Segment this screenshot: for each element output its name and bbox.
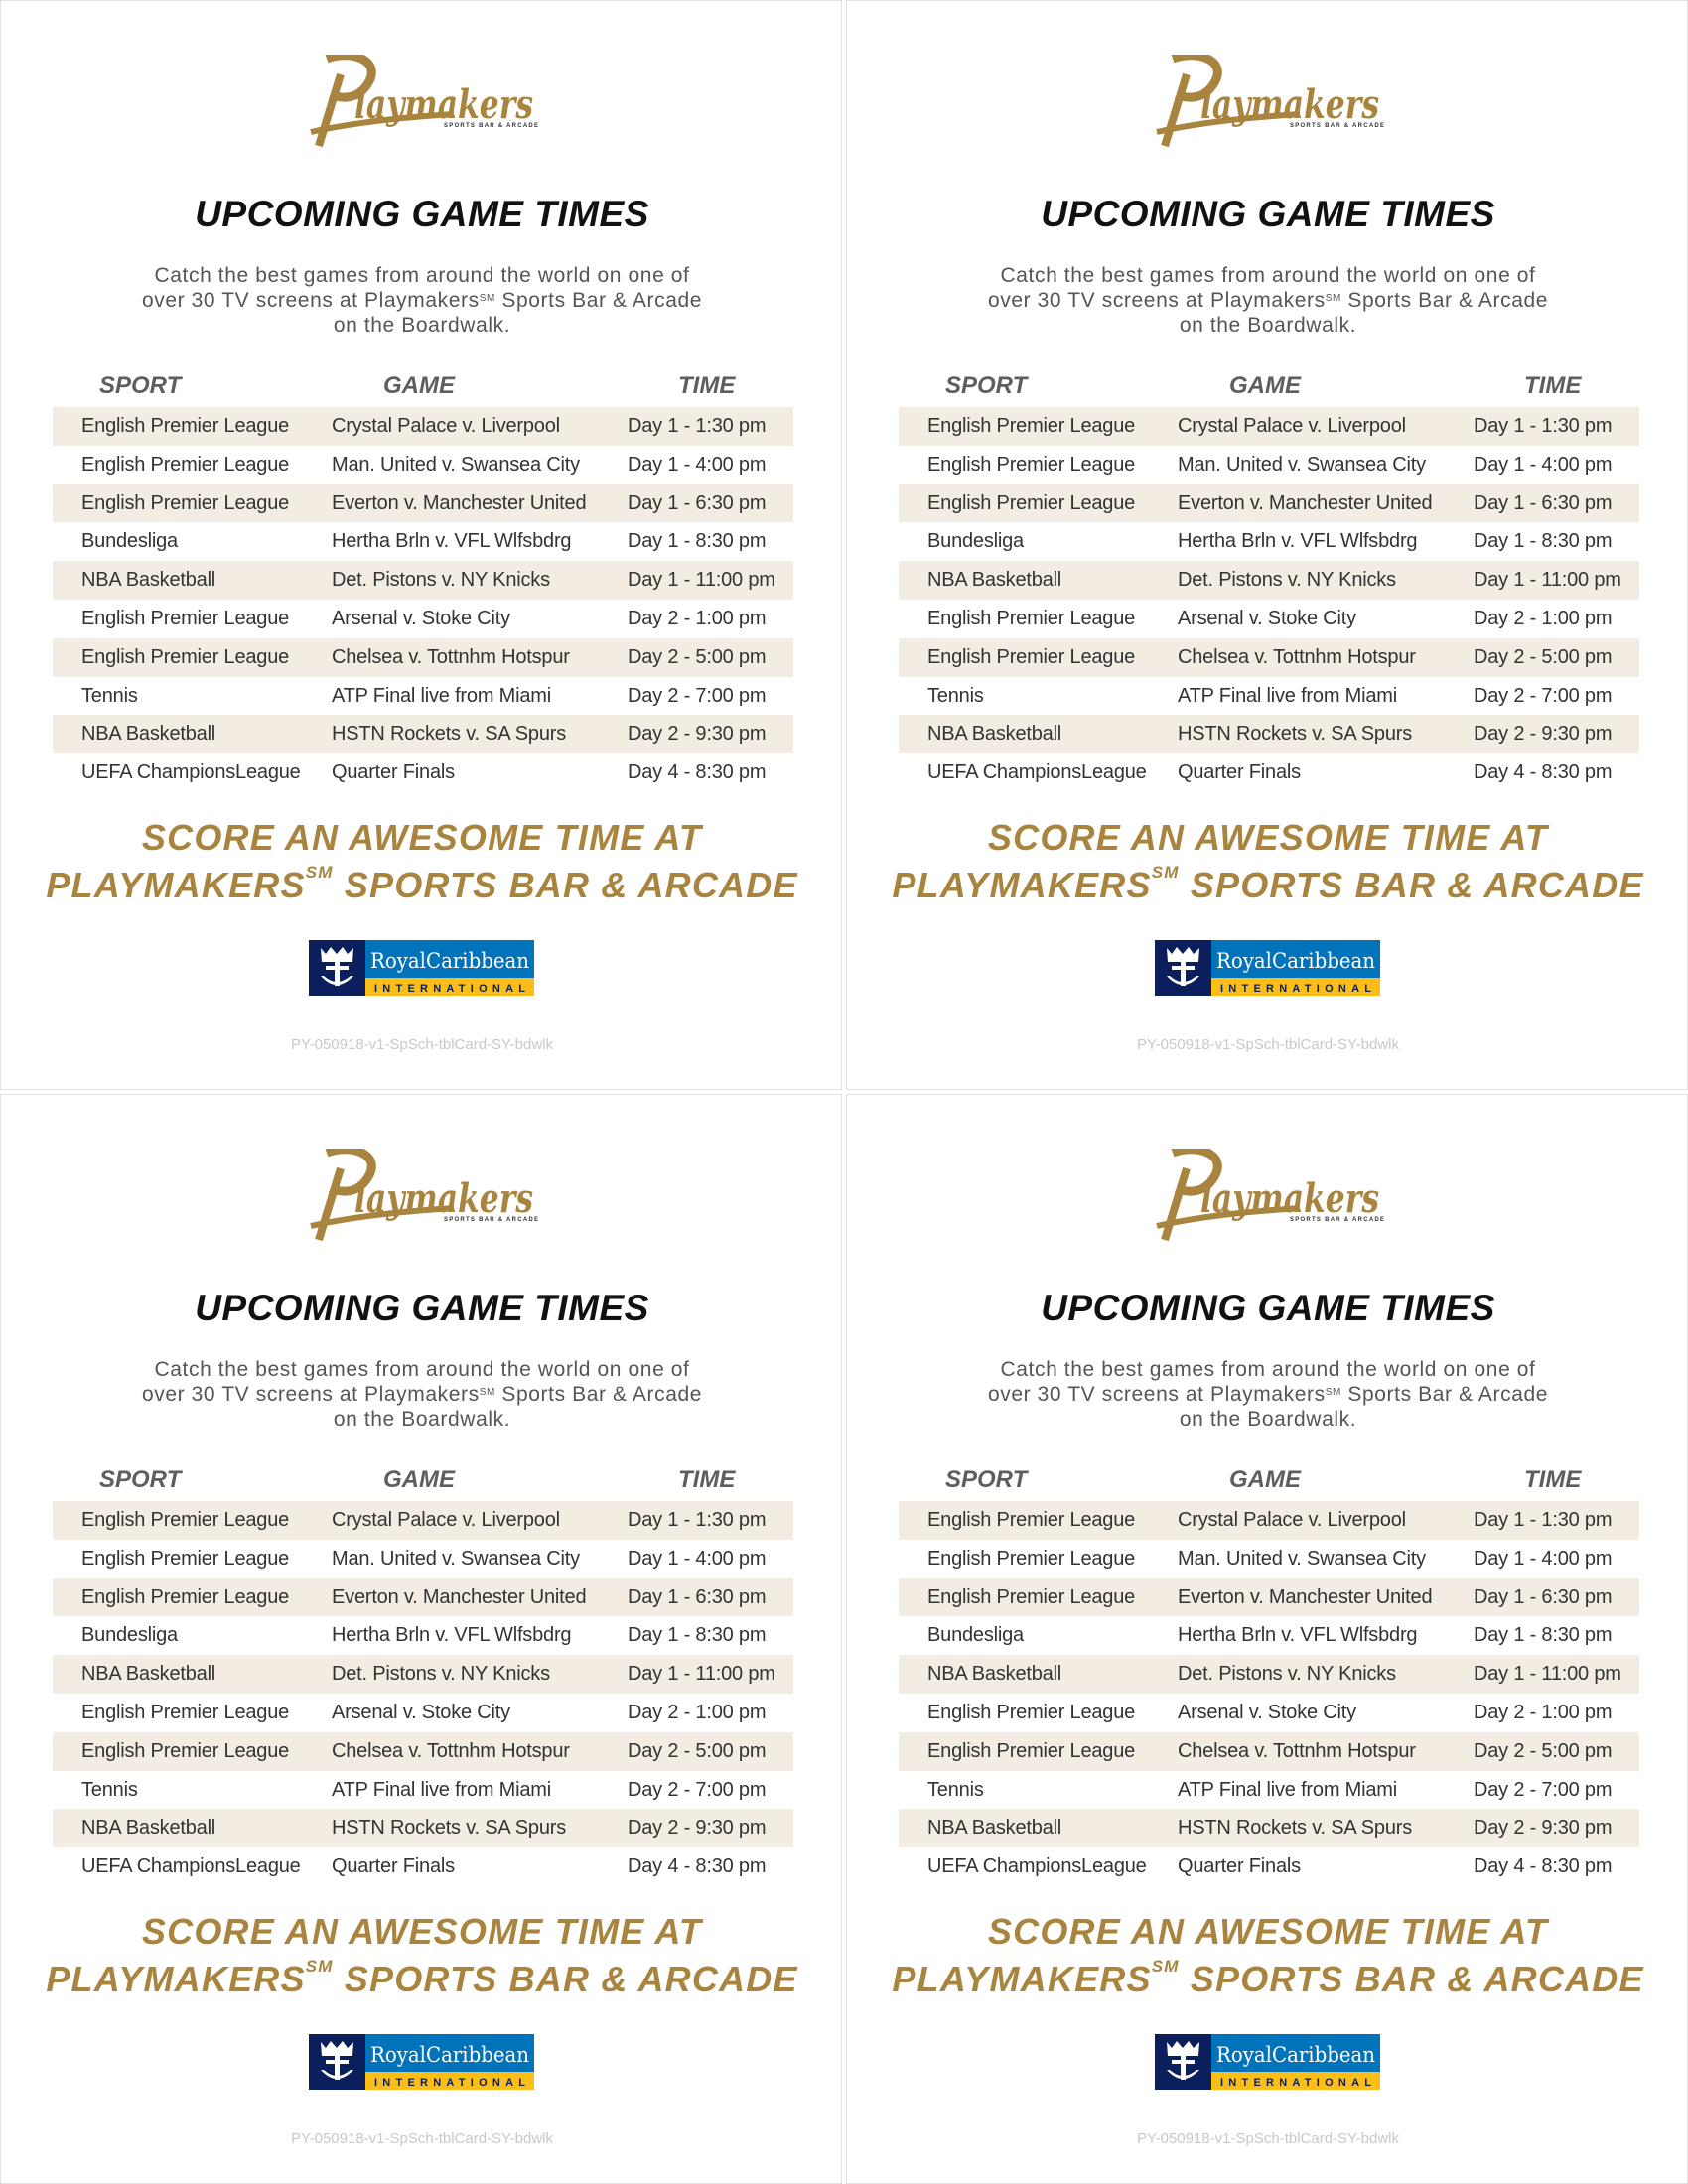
intro-text [1,1357,843,1432]
time-cell: Day 2 - 7:00 pm [628,684,767,707]
schedule-card [846,1094,1688,2184]
time-cell: Day 2 - 1:00 pm [1474,607,1613,629]
table-row [53,1578,793,1617]
sport-cell: English Premier League [81,1739,290,1762]
time-cell: Day 2 - 9:30 pm [628,723,767,746]
schedule-table [53,1501,793,1886]
game-cell: Everton v. Manchester United [332,1585,587,1608]
document-code: PY-050918-v1-SpSch-tblCard-SY-bdwlk [1136,1036,1400,1053]
sport-cell: English Premier League [81,1585,290,1608]
game-cell: ATP Final live from Miami [332,1778,551,1801]
table-row [53,677,793,716]
table-row [53,1501,793,1540]
table-row [899,1501,1639,1540]
table-row [53,600,793,638]
intro-line [1,288,843,313]
sport-cell: English Premier League [81,607,290,629]
document-code: PY-050918-v1-SpSch-tblCard-SY-bdwlk [290,2130,554,2147]
header-game: GAME [383,372,455,399]
rc-name: RoyalCaribbean [370,2043,529,2067]
intro-line: Catch the best games from around the world on one of [154,1358,690,1381]
schedule-card [846,0,1688,1090]
score-line-2 [847,1959,1688,2000]
rc-name: RoyalCaribbean [1216,2043,1375,2067]
time-cell: Day 1 - 8:30 pm [1474,530,1613,553]
game-cell: Quarter Finals [1178,1855,1301,1878]
game-cell: Man. United v. Swansea City [1178,453,1426,476]
royal-caribbean-logo [309,2034,535,2090]
time-cell: Day 1 - 6:30 pm [1474,1585,1613,1608]
intro-text-part: over 30 TV screens at Playmakers [141,289,480,312]
table-row [53,1694,793,1732]
sport-cell: English Premier League [927,491,1136,514]
logo-tagline: SPORTS BAR & ARCADE [1290,1217,1384,1223]
table-row [899,1540,1639,1578]
service-mark: SM [1325,293,1341,304]
game-cell: Chelsea v. Tottnhm Hotspur [332,1739,570,1762]
table-row [53,715,793,753]
time-cell: Day 2 - 9:30 pm [1474,723,1613,746]
game-cell: Arsenal v. Stoke City [1178,1701,1356,1723]
game-cell: Man. United v. Swansea City [332,453,580,476]
intro-text-part: over 30 TV screens at Playmakers [987,1383,1326,1406]
table-row [53,753,793,792]
game-cell: Everton v. Manchester United [1178,1585,1433,1608]
sport-cell: English Premier League [81,645,290,668]
score-line-2 [1,1959,843,2000]
table-row [899,677,1639,716]
service-mark: SM [305,863,334,882]
rc-sub: INTERNATIONAL [1220,2077,1371,2089]
page-title: UPCOMING GAME TIMES [1041,194,1495,234]
score-text-part: PLAYMAKERS [892,1959,1152,1999]
game-cell: Det. Pistons v. NY Knicks [332,569,550,592]
score-line-1: SCORE AN AWESOME TIME AT [141,1911,703,1952]
table-row [899,1578,1639,1617]
score-text-part: PLAYMAKERS [46,1959,306,1999]
sport-cell: NBA Basketball [927,1663,1062,1686]
intro-line: on the Boardwalk. [333,314,511,337]
header-sport: SPORT [945,372,1028,399]
schedule-table [53,407,793,792]
schedule-card [0,1094,842,2184]
page-title: UPCOMING GAME TIMES [1041,1288,1495,1328]
game-cell: Man. United v. Swansea City [1178,1547,1426,1570]
time-cell: Day 1 - 11:00 pm [1474,569,1621,592]
sport-cell: Bundesliga [81,1624,178,1647]
sport-cell: English Premier League [81,1701,290,1723]
document-code: PY-050918-v1-SpSch-tblCard-SY-bdwlk [290,1036,554,1053]
intro-text-part: Sports Bar & Arcade [1340,1383,1549,1406]
table-row [899,600,1639,638]
time-cell: Day 2 - 9:30 pm [1474,1817,1613,1840]
table-row [53,1809,793,1847]
intro-line: Catch the best games from around the world on one of [1000,264,1536,287]
header-time: TIME [678,1466,736,1493]
time-cell: Day 1 - 4:00 pm [628,1547,767,1570]
time-cell: Day 1 - 1:30 pm [1474,1509,1613,1531]
game-cell: Everton v. Manchester United [332,491,587,514]
sport-cell: Tennis [927,684,984,707]
table-row [53,638,793,677]
document-code: PY-050918-v1-SpSch-tblCard-SY-bdwlk [1136,2130,1400,2147]
sport-cell: English Premier League [927,415,1136,437]
game-cell: Arsenal v. Stoke City [332,607,510,629]
intro-line: on the Boardwalk. [1179,314,1357,337]
table-row [899,1616,1639,1655]
sport-cell: Bundesliga [927,530,1024,553]
game-cell: Det. Pistons v. NY Knicks [1178,569,1396,592]
sport-cell: English Premier League [81,453,290,476]
sport-cell: NBA Basketball [81,1817,216,1840]
time-cell: Day 1 - 11:00 pm [1474,1663,1621,1686]
time-cell: Day 1 - 1:30 pm [628,1509,767,1531]
svg-text:laymakers: laymakers [354,1175,533,1222]
table-row [53,484,793,523]
game-cell: ATP Final live from Miami [332,684,551,707]
time-cell: Day 1 - 11:00 pm [628,569,775,592]
rc-sub: INTERNATIONAL [374,2077,525,2089]
intro-line: Catch the best games from around the world on one of [154,264,690,287]
schedule-card [0,0,842,1090]
time-cell: Day 4 - 8:30 pm [628,1855,767,1878]
svg-text:laymakers: laymakers [1200,1175,1379,1222]
sport-cell: Tennis [81,684,138,707]
time-cell: Day 1 - 1:30 pm [1474,415,1613,437]
time-cell: Day 1 - 1:30 pm [628,415,767,437]
header-sport: SPORT [99,1466,182,1493]
game-cell: HSTN Rockets v. SA Spurs [332,723,567,746]
rc-sub: INTERNATIONAL [374,983,525,995]
sport-cell: English Premier League [927,607,1136,629]
sport-cell: Bundesliga [927,1624,1024,1647]
table-row [899,522,1639,561]
time-cell: Day 2 - 1:00 pm [628,1701,767,1723]
header-game: GAME [383,1466,455,1493]
game-cell: HSTN Rockets v. SA Spurs [1178,1817,1413,1840]
table-row [899,484,1639,523]
game-cell: Hertha Brln v. VFL Wlfsbdrg [1178,530,1418,553]
playmakers-logo [1151,55,1385,150]
playmakers-logo [305,1149,539,1244]
intro-line [1,1382,843,1407]
playmakers-logo [1151,1149,1385,1244]
table-row [53,1616,793,1655]
time-cell: Day 2 - 7:00 pm [628,1778,767,1801]
sport-cell: NBA Basketball [927,569,1062,592]
sport-cell: English Premier League [81,1509,290,1531]
header-game: GAME [1229,372,1301,399]
sport-cell: English Premier League [927,1701,1136,1723]
time-cell: Day 1 - 8:30 pm [628,1624,767,1647]
table-row [899,753,1639,792]
time-cell: Day 2 - 5:00 pm [1474,645,1613,668]
royal-caribbean-logo [1155,2034,1381,2090]
time-cell: Day 1 - 4:00 pm [1474,1547,1613,1570]
table-row [53,407,793,446]
game-cell: Hertha Brln v. VFL Wlfsbdrg [1178,1624,1418,1647]
table-row [899,1694,1639,1732]
intro-text [847,263,1688,338]
sport-cell: English Premier League [927,453,1136,476]
game-cell: Chelsea v. Tottnhm Hotspur [332,645,570,668]
sport-cell: English Premier League [927,1509,1136,1531]
time-cell: Day 2 - 5:00 pm [628,1739,767,1762]
time-cell: Day 2 - 9:30 pm [628,1817,767,1840]
score-line-2 [1,865,843,906]
schedule-table [899,407,1639,792]
game-cell: ATP Final live from Miami [1178,1778,1397,1801]
time-cell: Day 1 - 11:00 pm [628,1663,775,1686]
time-cell: Day 2 - 7:00 pm [1474,684,1613,707]
score-line-1: SCORE AN AWESOME TIME AT [987,817,1549,858]
table-row [53,1732,793,1771]
game-cell: Quarter Finals [332,1855,455,1878]
page-title: UPCOMING GAME TIMES [195,194,649,234]
time-cell: Day 1 - 4:00 pm [1474,453,1613,476]
score-line-2 [847,865,1688,906]
page-title: UPCOMING GAME TIMES [195,1288,649,1328]
game-cell: Crystal Palace v. Liverpool [1178,1509,1406,1531]
header-game: GAME [1229,1466,1301,1493]
sport-cell: Tennis [81,1778,138,1801]
score-line-1: SCORE AN AWESOME TIME AT [141,817,703,858]
game-cell: Crystal Palace v. Liverpool [332,415,560,437]
time-cell: Day 2 - 5:00 pm [628,645,767,668]
game-cell: Crystal Palace v. Liverpool [332,1509,560,1531]
intro-text-part: over 30 TV screens at Playmakers [141,1383,480,1406]
game-cell: Hertha Brln v. VFL Wlfsbdrg [332,1624,572,1647]
time-cell: Day 4 - 8:30 pm [1474,1855,1613,1878]
header-time: TIME [1524,1466,1582,1493]
table-row [53,1655,793,1694]
table-row [899,1655,1639,1694]
table-row [53,446,793,484]
game-cell: Quarter Finals [332,761,455,784]
game-cell: ATP Final live from Miami [1178,684,1397,707]
score-line-1: SCORE AN AWESOME TIME AT [987,1911,1549,1952]
service-mark: SM [479,1387,495,1398]
table-row [899,1771,1639,1810]
sport-cell: NBA Basketball [81,1663,216,1686]
game-cell: Hertha Brln v. VFL Wlfsbdrg [332,530,572,553]
sport-cell: English Premier League [81,1547,290,1570]
sport-cell: NBA Basketball [81,723,216,746]
intro-text-part: Sports Bar & Arcade [1340,289,1549,312]
logo-tagline: SPORTS BAR & ARCADE [444,123,538,129]
sport-cell: NBA Basketball [927,1817,1062,1840]
sport-cell: English Premier League [927,1739,1136,1762]
intro-line: on the Boardwalk. [1179,1408,1357,1431]
time-cell: Day 2 - 1:00 pm [628,607,767,629]
time-cell: Day 4 - 8:30 pm [628,761,767,784]
header-sport: SPORT [99,372,182,399]
table-row [53,561,793,600]
score-text-part: PLAYMAKERS [892,865,1152,905]
game-cell: Arsenal v. Stoke City [1178,607,1356,629]
game-cell: Man. United v. Swansea City [332,1547,580,1570]
sport-cell: UEFA ChampionsLeague [81,761,301,784]
score-text-part: PLAYMAKERS [46,865,306,905]
score-text-part: SPORTS BAR & ARCADE [333,1959,798,1999]
time-cell: Day 1 - 6:30 pm [1474,491,1613,514]
time-cell: Day 1 - 8:30 pm [1474,1624,1613,1647]
game-cell: Det. Pistons v. NY Knicks [1178,1663,1396,1686]
sport-cell: UEFA ChampionsLeague [927,761,1147,784]
table-row [899,1809,1639,1847]
time-cell: Day 2 - 1:00 pm [1474,1701,1613,1723]
intro-line: on the Boardwalk. [333,1408,511,1431]
sport-cell: English Premier League [927,1547,1136,1570]
sport-cell: English Premier League [927,645,1136,668]
sport-cell: English Premier League [927,1585,1136,1608]
table-row [53,1540,793,1578]
game-cell: HSTN Rockets v. SA Spurs [332,1817,567,1840]
sport-cell: English Premier League [81,415,290,437]
playmakers-logo [305,55,539,150]
header-sport: SPORT [945,1466,1028,1493]
rc-name: RoyalCaribbean [370,949,529,973]
sport-cell: NBA Basketball [927,723,1062,746]
rc-name: RoyalCaribbean [1216,949,1375,973]
sport-cell: UEFA ChampionsLeague [927,1855,1147,1878]
game-cell: Det. Pistons v. NY Knicks [332,1663,550,1686]
game-cell: Quarter Finals [1178,761,1301,784]
table-row [899,561,1639,600]
time-cell: Day 2 - 5:00 pm [1474,1739,1613,1762]
intro-text-part: over 30 TV screens at Playmakers [987,289,1326,312]
logo-tagline: SPORTS BAR & ARCADE [1290,123,1384,129]
game-cell: Arsenal v. Stoke City [332,1701,510,1723]
intro-line [847,1382,1688,1407]
score-text-part: SPORTS BAR & ARCADE [333,865,798,905]
game-cell: Crystal Palace v. Liverpool [1178,415,1406,437]
header-time: TIME [1524,372,1582,399]
intro-text-part: Sports Bar & Arcade [494,289,703,312]
service-mark: SM [1151,863,1180,882]
game-cell: Chelsea v. Tottnhm Hotspur [1178,645,1416,668]
time-cell: Day 1 - 8:30 pm [628,530,767,553]
schedule-table [899,1501,1639,1886]
game-cell: Everton v. Manchester United [1178,491,1433,514]
table-row [53,1847,793,1886]
score-text-part: SPORTS BAR & ARCADE [1179,865,1644,905]
time-cell: Day 1 - 4:00 pm [628,453,767,476]
table-row [899,446,1639,484]
time-cell: Day 4 - 8:30 pm [1474,761,1613,784]
intro-line: Catch the best games from around the world on one of [1000,1358,1536,1381]
service-mark: SM [1151,1957,1180,1976]
sport-cell: NBA Basketball [81,569,216,592]
service-mark: SM [305,1957,334,1976]
logo-tagline: SPORTS BAR & ARCADE [444,1217,538,1223]
royal-caribbean-logo [1155,940,1381,996]
table-row [899,715,1639,753]
table-row [899,1847,1639,1886]
intro-text [847,1357,1688,1432]
time-cell: Day 2 - 7:00 pm [1474,1778,1613,1801]
royal-caribbean-logo [309,940,535,996]
sport-cell: Bundesliga [81,530,178,553]
table-row [53,1771,793,1810]
table-row [899,407,1639,446]
time-cell: Day 1 - 6:30 pm [628,1585,767,1608]
intro-line [847,288,1688,313]
service-mark: SM [479,293,495,304]
score-text-part: SPORTS BAR & ARCADE [1179,1959,1644,1999]
service-mark: SM [1325,1387,1341,1398]
table-row [53,522,793,561]
time-cell: Day 1 - 6:30 pm [628,491,767,514]
table-row [899,1732,1639,1771]
sport-cell: English Premier League [81,491,290,514]
intro-text [1,263,843,338]
intro-text-part: Sports Bar & Arcade [494,1383,703,1406]
svg-text:laymakers: laymakers [354,81,533,128]
header-time: TIME [678,372,736,399]
game-cell: HSTN Rockets v. SA Spurs [1178,723,1413,746]
sport-cell: Tennis [927,1778,984,1801]
sport-cell: UEFA ChampionsLeague [81,1855,301,1878]
rc-sub: INTERNATIONAL [1220,983,1371,995]
svg-text:laymakers: laymakers [1200,81,1379,128]
table-row [899,638,1639,677]
game-cell: Chelsea v. Tottnhm Hotspur [1178,1739,1416,1762]
